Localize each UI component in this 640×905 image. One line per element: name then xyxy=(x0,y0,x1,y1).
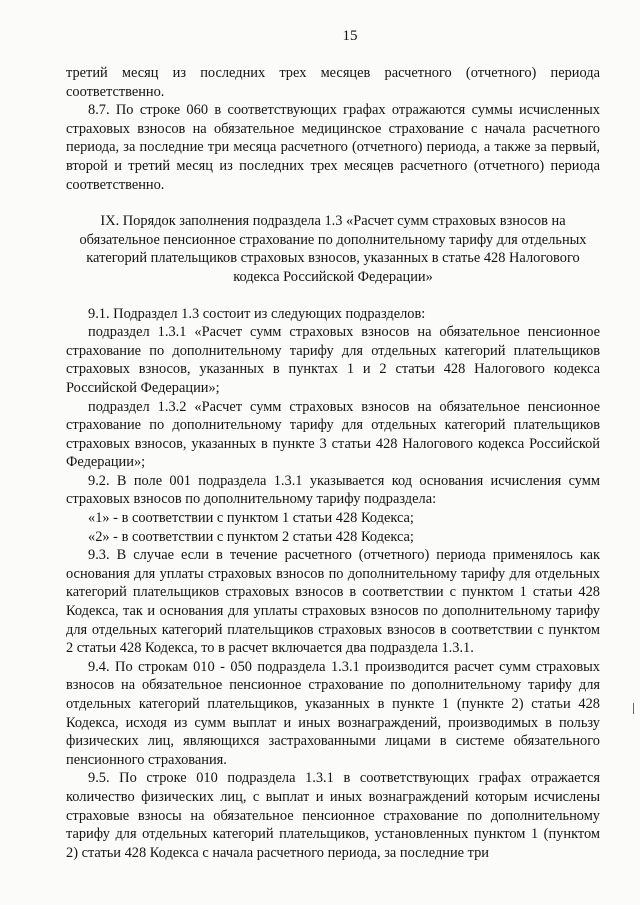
section-heading-ix: IX. Порядок заполнения подраздела 1.3 «Расчет сумм страховых взносов на обязательное пенсионное страхование по дополнительному тарифу для отдельных категорий плательщиков страховых взносов, указанных в статье 428 Налогового кодекса Российской Федерации» xyxy=(79,213,587,285)
paragraph-8-7: 8.7. По строке 060 в соответствующих графах отражаются суммы исчисленных страховых взносов на обязательное медицинское страхование с начала расчетного периода, за последние три месяца расчетного (отчетного) периода, а также за первый, второй и третий месяц из последних трех месяцев расчетного (отчетного) периода соответственно. xyxy=(66,102,600,193)
margin-mark xyxy=(633,703,634,714)
page-number: 15 xyxy=(342,28,358,44)
paragraph-subsection-1-3-1: подраздел 1.3.1 «Расчет сумм страховых взносов на обязательное пенсионное страхование по дополнительному тарифу для отдельных категорий плательщиков страховых взносов, указанных в пунктах 1 и 2 статьи 428 Налогового кодекса Российской Федерации»; xyxy=(66,324,600,396)
list-item-code-2: «2» - в соответствии с пунктом 2 статьи 428 Кодекса; xyxy=(88,528,414,545)
paragraph-9-5: 9.5. По строке 010 подраздела 1.3.1 в соответствующих графах отражается количество физических лиц, с выплат и иных вознаграждений которым исчислены страховые взносы на обязательное пенсионное страхование по дополнительному тарифу для отдельных категорий плательщиков, установленных пунктом 1 (пунктом 2) статьи 428 Кодекса с начала расчетного периода, за последние три xyxy=(66,770,600,861)
paragraph-continuation: третий месяц из последних трех месяцев расчетного (отчетного) периода соответственно. xyxy=(66,65,600,100)
paragraph-9-3: 9.3. В случае если в течение расчетного (отчетного) периода применялось как основания для уплаты страховых взносов по дополнительному тарифу для отдельных категорий плательщиков страховых взносов в соответствии с пунктом 1 статьи 428 Кодекса, так и основания для уплаты страховых взносов по дополнительному тарифу для отдельных категорий плательщиков страховых взносов в соответствии с пунктом 2 статьи 428 Кодекса, то в расчет включается два подраздела 1.3.1. xyxy=(66,547,600,657)
list-item-code-1: «1» - в соответствии с пунктом 1 статьи 428 Кодекса; xyxy=(88,510,414,527)
paragraph-9-2: 9.2. В поле 001 подраздела 1.3.1 указывается код основания исчисления сумм страховых взносов по дополнительному тарифу подраздела: xyxy=(66,472,600,508)
paragraph-subsection-1-3-2: подраздел 1.3.2 «Расчет сумм страховых взносов на обязательное пенсионное страхование по дополнительному тарифу для отдельных категорий плательщиков страховых взносов, указанных в пункте 3 статьи 428 Налогового кодекса Российской Федерации»; xyxy=(66,398,600,471)
paragraph-9-4: 9.4. По строкам 010 - 050 подраздела 1.3.1 производится расчет сумм страховых взносов на обязательное пенсионное страхование по дополнительному тарифу для отдельных категорий плательщиков, указанных в пункте 1 (пункте 2) статьи 428 Кодекса, исходя из сумм выплат и иных вознаграждений, производимых в пользу физических лиц, являющихся застрахованными лицами в системе обязательного пенсионного страхования. xyxy=(66,658,600,768)
document-body xyxy=(66,64,600,862)
paragraph-9-1: 9.1. Подраздел 1.3 состоит из следующих подразделов: xyxy=(88,305,426,322)
